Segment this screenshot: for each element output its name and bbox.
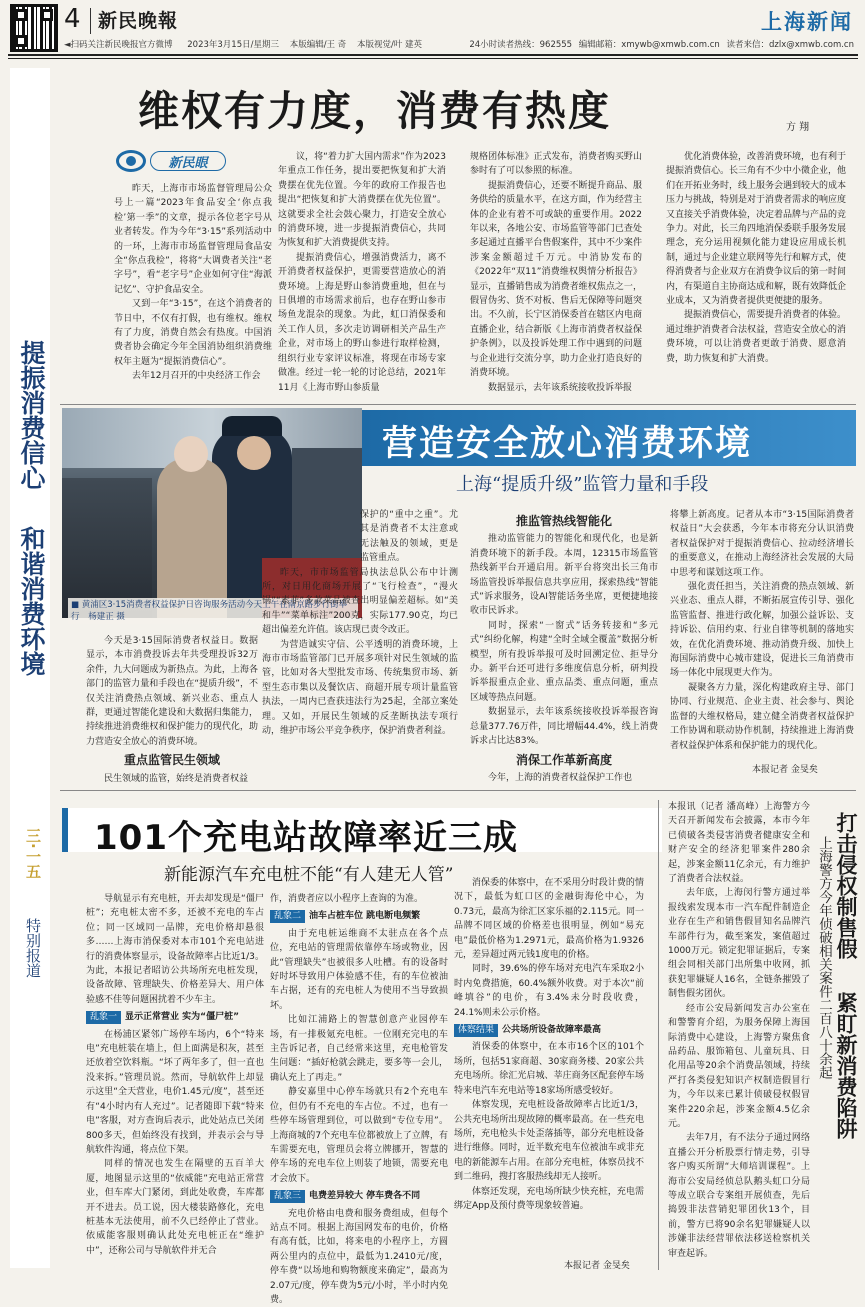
- officer-cap: [222, 416, 282, 436]
- charging-paragraph: 同样的情况也发生在隔壁的五百羊大厦，地图显示这里的“依威能”充电站正常营业，但车库大门紧闭，到此处收费，车库都开不进去。员工说，因大楼装路修化，充电桩基本无法使用，前不久已经停止了营业。依威能客服则确认此处充电桩正在“维护中”，还称公司与导航软件并无合: [86, 1159, 264, 1256]
- charging-paragraph: 在杨浦区紧邻广场停车场内，6个“特来电”充电桩装在墙上，但上面满是积灰，甚至还放着空饮料瓶。“坏了两年多了，但一直也没来拆。”管理员说。然而，导航软件上却显示这里“全天营业，电价1.45元/度”，甚至还有“4小时内有人充过”。记者随即下载“特来电”客服，对方查询后表示，此处站点已关闭800多天，但始终没有找到，并表示会与导航软件沟通，将点位下架。: [86, 1029, 264, 1155]
- page-number: 4: [64, 4, 81, 34]
- feature-subhead: 重点监管民生领域: [123, 753, 220, 768]
- crowd-left: [62, 478, 152, 618]
- charging-tag-row: [86, 1010, 264, 1024]
- charging-tag: 乱象三: [270, 1190, 305, 1203]
- charging-paragraph: 消保委的体察中，在不采用分时段计费的情况下，最低为虹口区的金融街海伦中心，为0.73元，最高为徐汇区家乐福的2.115元。同一品牌不同区域的价格差也很明显，例如“易充电”最低价格为1.2971元，最高价格为1.9326元，差异超过两元钱1度电的价格。: [454, 878, 644, 961]
- masthead-rule-thin: [8, 58, 858, 59]
- editorial-paragraph: 数据显示，去年该系统接收投诉举报: [488, 382, 633, 393]
- feature-col-b2: [470, 510, 658, 783]
- qr-code: [10, 4, 58, 52]
- editor-email: 编辑邮箱：xmywb@xmwb.com.cn: [578, 40, 720, 50]
- charging-tag-text: 公共场所设备故障率最高: [502, 1025, 602, 1036]
- charging-col-2: [270, 892, 448, 1305]
- editorial-divider: [60, 404, 856, 405]
- feature-paragraph: 民生领域的监管，始终是消费者权益: [104, 773, 249, 784]
- feature-paragraph: 为营造诚实守信、公平透明的消费环境，上海市市场监管部门已开展多项针对民生领域的监管，比如对各大型批发市场、传统集贸市场、新型生态市集以及餐饮店、商超开展专项计量监管执法，一周内已查获违法行为25起，全部立案处理。又如，开展民生领域的反垄断执法专项行动，维护市场公平竞争秩序，保护消费者利益。: [262, 639, 458, 737]
- charging-tag-row: [270, 909, 448, 923]
- editorial-paragraph: 规格团体标准》正式发布，消费者购买野山参时有了可以参照的标准。: [470, 152, 642, 177]
- feature-paragraph: 强化责任担当，关注消费的热点领域、新兴业态、重点人群，不断拓展宣传引导、强化监管监督、推进行政化解，加强公益诉讼、支持诉讼、信用约束、行业自律等机制的落地实效，在优化消费环境、推动消费升级、加快上海国际消费中心城市建设，促进长三角消费市场一体化中展现更大作为。: [670, 582, 854, 679]
- feature-col-b3: [670, 508, 854, 758]
- feature-subtitle: 上海“提质升级”监管力量和手段: [456, 474, 709, 495]
- editorial-col-1: [114, 182, 272, 400]
- editorial-col-3: [470, 150, 642, 400]
- charging-paragraph: 体察还发现，充电场所缺少快充桩，充电需绑定App及预付费等现象较普遍。: [454, 1186, 644, 1211]
- charging-subtitle: 新能源汽车充电桩不能“有人建无人管”: [164, 865, 454, 885]
- editorial-paragraph: 议，将“着力扩大国内需求”作为2023年重点工作任务，提出要把恢复和扩大消费摆在优先位置。今年的政府工作报告也提出“把恢复和扩大消费摆在优先位置”。这就要求全社会鼓心聚力，打造安全放心的消费环境，进一步提振消费信心，共同为恢复和扩大消费提供支持。: [278, 152, 446, 249]
- charging-headline-box: [62, 808, 662, 858]
- side-story-paragraph: 去年7月，有不法分子通过网络直播公开分析股票行情走势，引导客户购买所谓“大师培训课程”。上海市公安局经侦总队鹅头虹口分局等成立联合专案组开展侦查，先后捣毁非法营销犯罪团伙13个，目前，警方已将90余名犯罪嫌疑人以涉嫌非法经营罪依法移送检察机关审查起诉。: [668, 1133, 810, 1259]
- photo-caption-text: ■ 黄浦区3·15消费者权益保护日咨询服务活动今天上午在南京路步行街举行: [71, 600, 348, 622]
- editorial-paragraph: 优化消费体验，改善消费环境，也有利于提振消费信心。长三角有不少中小微企业，他们在开拓业务时，线上服务会遇到较大的成本压力与挑战，特别是对于消费者需求的响应度又直接关乎消费体验，决定着品牌与产品的竞争力。对此，长三角四地消保委联手服务发展理念，充分运用视频化能力建设应用成长机制，通过与企业建立联网等先行和解方式，使得消费者与企业双方在消费争议后的第一时间内，有渠道自主协商达成和解，既有效降低企业成本，又为消费者提供更便捷的服务。: [666, 152, 847, 307]
- column-name-badge: [150, 151, 226, 171]
- feature-paragraph: 今天是3·15国际消费者权益日。数据显示，本市消费投诉去年共受理投诉32万余件，九大问题成为新热点。为此，上海各部门的监管力量和手段也在“提质升级”，不仅关注消费热点领域、新兴业态、重点人群，更通过智能化建设和大数据归集能力，持续推进消费维权和保护能力的现代化，助力营造安全放心的消费环境。: [86, 636, 258, 747]
- paper-logo: 新民晚報: [98, 10, 179, 32]
- woman-face: [174, 436, 208, 472]
- charging-tag-text: 电费差异较大 停车费各不同: [309, 1191, 421, 1202]
- side-story-paragraph: 本报讯（记者 潘高峰）上海警方今天召开新闻发布会披露，本市今年已侦破各类侵害消费者健康安全和财产安全的经济犯罪案件280余起，涉案金额11亿余元，有力维护了消费者合法权益。: [668, 802, 810, 885]
- side-banner-slogan-1: 提振消费信心: [17, 340, 46, 490]
- editorial-paragraph: 去年12月召开的中央经济工作会: [132, 371, 261, 382]
- editorial-paragraph: 又到一年“3·15”，在这个消费者的节日中，不仅有打假，也有维权。维权有了力度，消费自然会有热度。中国消费者协会确定今年全国消协组织消费维权年主题为“提振消费信心”。: [114, 299, 272, 367]
- feature-subhead: 消保工作革新高度: [515, 752, 612, 767]
- charging-col-3: [454, 876, 644, 1274]
- side-story-body: [668, 800, 810, 1274]
- charging-tag-text: 油车占桩车位 跳电断电频繁: [309, 911, 421, 922]
- photographer-credit: 杨建正 摄: [88, 612, 125, 622]
- side-banner-label: 特别报道: [24, 918, 42, 978]
- feature-paragraph: 保护的“重中之重”。尤其是消费者不太注意或无法触及的领域，更是监管重点。: [360, 510, 458, 564]
- feature-subhead: 推监管热线智能化: [515, 514, 612, 528]
- charging-paragraph: 消保委的体察中，在本市16个区的101个场所，包括51家商超、30家商务楼、20家公共充电场所。徐汇光启城、莘庄商务区配套停车场特来电汽车充电站等18家场所感受较好。: [454, 1042, 644, 1096]
- charging-paragraph: 作，消费者应以小程序上查询的为准。: [270, 894, 424, 904]
- editorial-paragraph: 提振消费信心，还要不断提升商品、服务供给的质量水平，在这方面，作为经营主体的企业有着不可或缺的重要作用。2022年以来，各地公安、市场监管等部门已查处多起通过直播平台售假案件，其中不少案件涉案金额超过千万元。中消协发布的《2022年“双11”消费维权舆情分析报告》显示，直播销售成为消费者维权焦点之一，假冒伪劣、货不对板、售后无保障等问题突出。不久前，长宁区消保委首在辖区内电商直播企业，结合新版《上海市消费者权益保护条例》，以及投诉处理工作中遇到的问题与企业进行交流分享，助力企业打造良好的消费环境。: [470, 180, 642, 379]
- page-number-divider: [90, 8, 91, 34]
- reader-hotline: 24小时读者热线：962555: [469, 40, 573, 50]
- side-story-headline-2: 紧盯新消费陷阱: [834, 992, 858, 1139]
- designer-credit: 本版视觉/叶 建英: [356, 40, 423, 50]
- masthead-rule: [8, 54, 858, 56]
- charging-paragraph: 静安嘉里中心停车场就只有2个充电车位，但仍有不充电的车占位。不过，也有一些停车场管理到位，可以做到“专位专用”。上海商城的7个充电车位都被放上了立牌，有车需要充电，管理员会将立牌挪开，智慧的停车场的充电车位上则装了地锁，需要充电才会放下。: [270, 1087, 448, 1184]
- column-name: 新民眼: [168, 156, 208, 171]
- woman-figure: [157, 458, 227, 618]
- side-story-headline-1: 打击侵权制售假: [834, 812, 858, 959]
- charging-paragraph: 充电价格由电费和服务费组成，但每个站点不同。根据上海国网发布的电价，价格有高有低，比如，将来电的小程序上，方圆两公里内的点位中，最低为1.2410元/度，停车费“以场地和购物额度来确定”，最高为2.07元/度，停车费为5元/小时，半小时内免费。: [270, 1208, 448, 1305]
- side-story-subtitle: 上海警方今年侦破相关案件二百八十余起: [816, 836, 832, 1079]
- side-banner-date: 三·一五: [24, 828, 42, 879]
- charging-tag-row: [270, 1189, 448, 1203]
- feature-paragraph: 同时，探索“一窗式”话务转接和“多元式”纠纷化解，构建“全时全域全覆盖”数据分析模型，所有投诉举报可及时回溯定位、拒导分办。新平台还可进行多维度信息分析，研判投诉举报重点企业、重点品类、重点问题，重点区域等热点问题。: [470, 620, 658, 703]
- editorial-col-4: [666, 150, 846, 400]
- feature-paragraph: 推动监管能力的智能化和现代化，也是新消费环境下的新手段。本周，12315市场监管热线新平台开通启用。新平台将突出长三角市场监管投诉举报信息共享应用，探索热线“智能式”诉求服务，设AI智能话务坐席，更便捷地接收市民诉求。: [470, 534, 658, 617]
- feature-intro-col: [86, 634, 258, 784]
- officer-face: [237, 436, 271, 470]
- feature-paragraph: 凝聚各方力量，深化构建政府主导、部门协同、行业规范、企业主责、社会参与、舆论监督的大维权格局，建立健全消费者权益保护工作协调和联动协作机制，持续推进上海消费者权益保护体系和保护能力的现代化。: [670, 682, 854, 751]
- charging-paragraph: 导航显示有充电桩，开去却发现是“僵尸桩”；充电桩太密不多，还被不充电的车占位；同一区域同一品牌，充电价格却悬很多……上海市消保委对本市101个充电站进行的消费体察显示，设备故障率占比近1/3。为此，本报记者昭访公共场所充电桩发现，设备故障、管理缺失、价格差异大、用户体验感不佳等问题困扰着不少车主。: [86, 894, 264, 1005]
- section-title: 上海新闻: [761, 10, 853, 34]
- feature-paragraph: 数据显示，去年该系统接收投诉举报咨询总量377.76万件，同比增幅44.4%，线上消费诉求占比达83%。: [470, 707, 658, 747]
- editorial-paragraph: 提振消费信心，增强消费活力，离不开消费者权益保护，更需要营造放心的消费环境。上海是野山参消费重地，但在与日俱增的市场需求前后，也存在野山参市场鱼龙混杂的现象。为此，虹口消保委和关工作人员，多次走访调研相关产品生产企业，对市场上的野山参进行取样检测，组织行业专家评议标准，将现在市场专家做准。经过一轮一轮的讨论总结，2021年11月《上海市野山参质量: [278, 252, 446, 393]
- side-story-paragraph: 经市公安局新闻发言办公室在和警警育介绍，为服务保障上海国际消费中心建设，上海警方聚焦食品药品、服饰箱包、儿童玩具、日化用品等20余个消费品领域，持续严打各类侵犯知识产权制造假冒行为，今年以来已累计侦破侵权假冒案件220余起，涉案金额4.5亿余元。: [668, 1003, 810, 1129]
- feature-paragraph: 昨天，市市场监管局执法总队公布中计测所，对日用化商场开展了“飞行检查”，“漫火锅”“素菲”多款菜品被查出明显偏差超标。如“美和牛”“菜单标注”200克，实际177.90克，均已超出偏差允许值。该店现已责令改正。: [262, 567, 458, 636]
- charging-byline: 本报记者 金旻矣: [560, 1258, 630, 1271]
- column-logo: [114, 149, 234, 175]
- feature-headline-bar: [362, 410, 856, 466]
- qr-caption: ◄扫码关注新民晚报官方微博: [64, 40, 173, 50]
- charging-tag: 乱象一: [86, 1011, 121, 1024]
- charging-tag: 体察结果: [454, 1024, 498, 1037]
- side-banner-slogan-2: 和谐消费环境: [17, 526, 46, 676]
- masthead-info-line: [64, 38, 854, 50]
- editorial-author: 方 翔: [786, 122, 810, 133]
- feature-paragraph: 今年，上海的消费者权益保护工作也: [488, 772, 633, 783]
- feature-paragraph: 将攀上新高度。记者从本市“3·15国际消费者权益日”大会获悉，今年本市将充分认识消费者权益保护对于提振消费信心、拉动经济增长的重要意义，在推动上海经济社会发展的大局中思考和谋划这项工作。: [670, 510, 854, 578]
- charging-paragraph: 体察发现，充电桩设备故障率占比近1/3，公共充电场所出现故障的概率最高。在一些充电场所，充电枪头卡处歪落插等，部分充电桩设备进行维修。同时，近半数充电车位被油车或非充电的新能源车占用。在部分充电桩，体察员找不到二维码，搜打客服热线却无人接听。: [454, 1100, 644, 1183]
- editorial-headline: 维权有力度，消费有热度: [138, 87, 611, 135]
- editorial-paragraph: 昨天，上海市市场监督管理局公众号上一篇“2023年食品安全‘你点我检’第一季”的文章，提示各位老字号从业者转发。作为今年“3·15”系列活动中的一环，上海市市场监督管理局食品安全“你点我检”，将将“大调费者关注“老字号”，看“老字号”企业如何守住“海派记忆”、守护食品安全。: [114, 184, 272, 295]
- feature-headline: 营造安全放心消费环境: [382, 424, 753, 464]
- eye-icon: [116, 150, 146, 172]
- charging-col-1: [86, 892, 264, 1274]
- feature-col-b1: [262, 508, 458, 776]
- feature-byline: 本报记者 金旻矣: [752, 765, 818, 775]
- charging-tag-text: 显示正常营业 实为“僵尸桩”: [125, 1012, 239, 1023]
- editorial-paragraph: 提振消费信心，需要提升消费者的体验。通过维护消费者合法权益，营造安全放心的消费环境，可以让消费者更敢于消费、愿意消费，助力恢复和扩大消费。: [666, 310, 847, 364]
- side-story-divider: [658, 800, 659, 1270]
- charging-paragraph: 同时，39.6%的停车场对充电汽车采取2小时内免费措施，60.4%额外收费。对于本次“前峰填谷”的电价，有3.4%未分时段收费，24.1%则未公示价格。: [454, 964, 644, 1018]
- charging-paragraph: 比如江浦路上的智慧创意产业园停车场，有一排极氪充电桩。一位刚充完电的车主告诉记者，自己经常来这里，充电枪管发生问题：“插好枪就会跳走，要多等一会儿，确认充上了再走。”: [270, 1015, 448, 1083]
- charging-tag: 乱象二: [270, 910, 305, 923]
- editor-credit: 本版编辑/王 奇: [289, 40, 347, 50]
- reader-email: 读者来信：dzlx@xmwb.com.cn: [726, 40, 854, 50]
- issue-date: 2023年3月15日/星期三: [187, 40, 279, 50]
- side-banner: [10, 68, 50, 1268]
- charging-headline: 101个充电站故障率近三成: [94, 818, 518, 858]
- charging-tag-row: [454, 1023, 644, 1037]
- charging-paragraph: 由于充电桩运维商不太驻点在各个点位，充电站的管理需依靠停车场或物业，因此“管理缺失”也被很多人吐槽。有的设备时好时坏导致用户体验感不佳，有的车位被油车占据，还有的充电桩人为使用不当导致损坏。: [270, 928, 448, 1011]
- editorial-col-2: [278, 150, 446, 400]
- feature-divider: [60, 790, 856, 791]
- side-story-paragraph: 去年底，上海闵行警方通过举报线索发现本市一汽车配件制造企业存在生产和销售假冒知名品牌汽车部件行为，截至案发，案值超过1000万元。锁定犯罪证据后，专案组会同相关部门出所集中收网，抓获犯罪嫌疑人16名，全链条摧毁了制售假劣团伙。: [668, 888, 810, 1000]
